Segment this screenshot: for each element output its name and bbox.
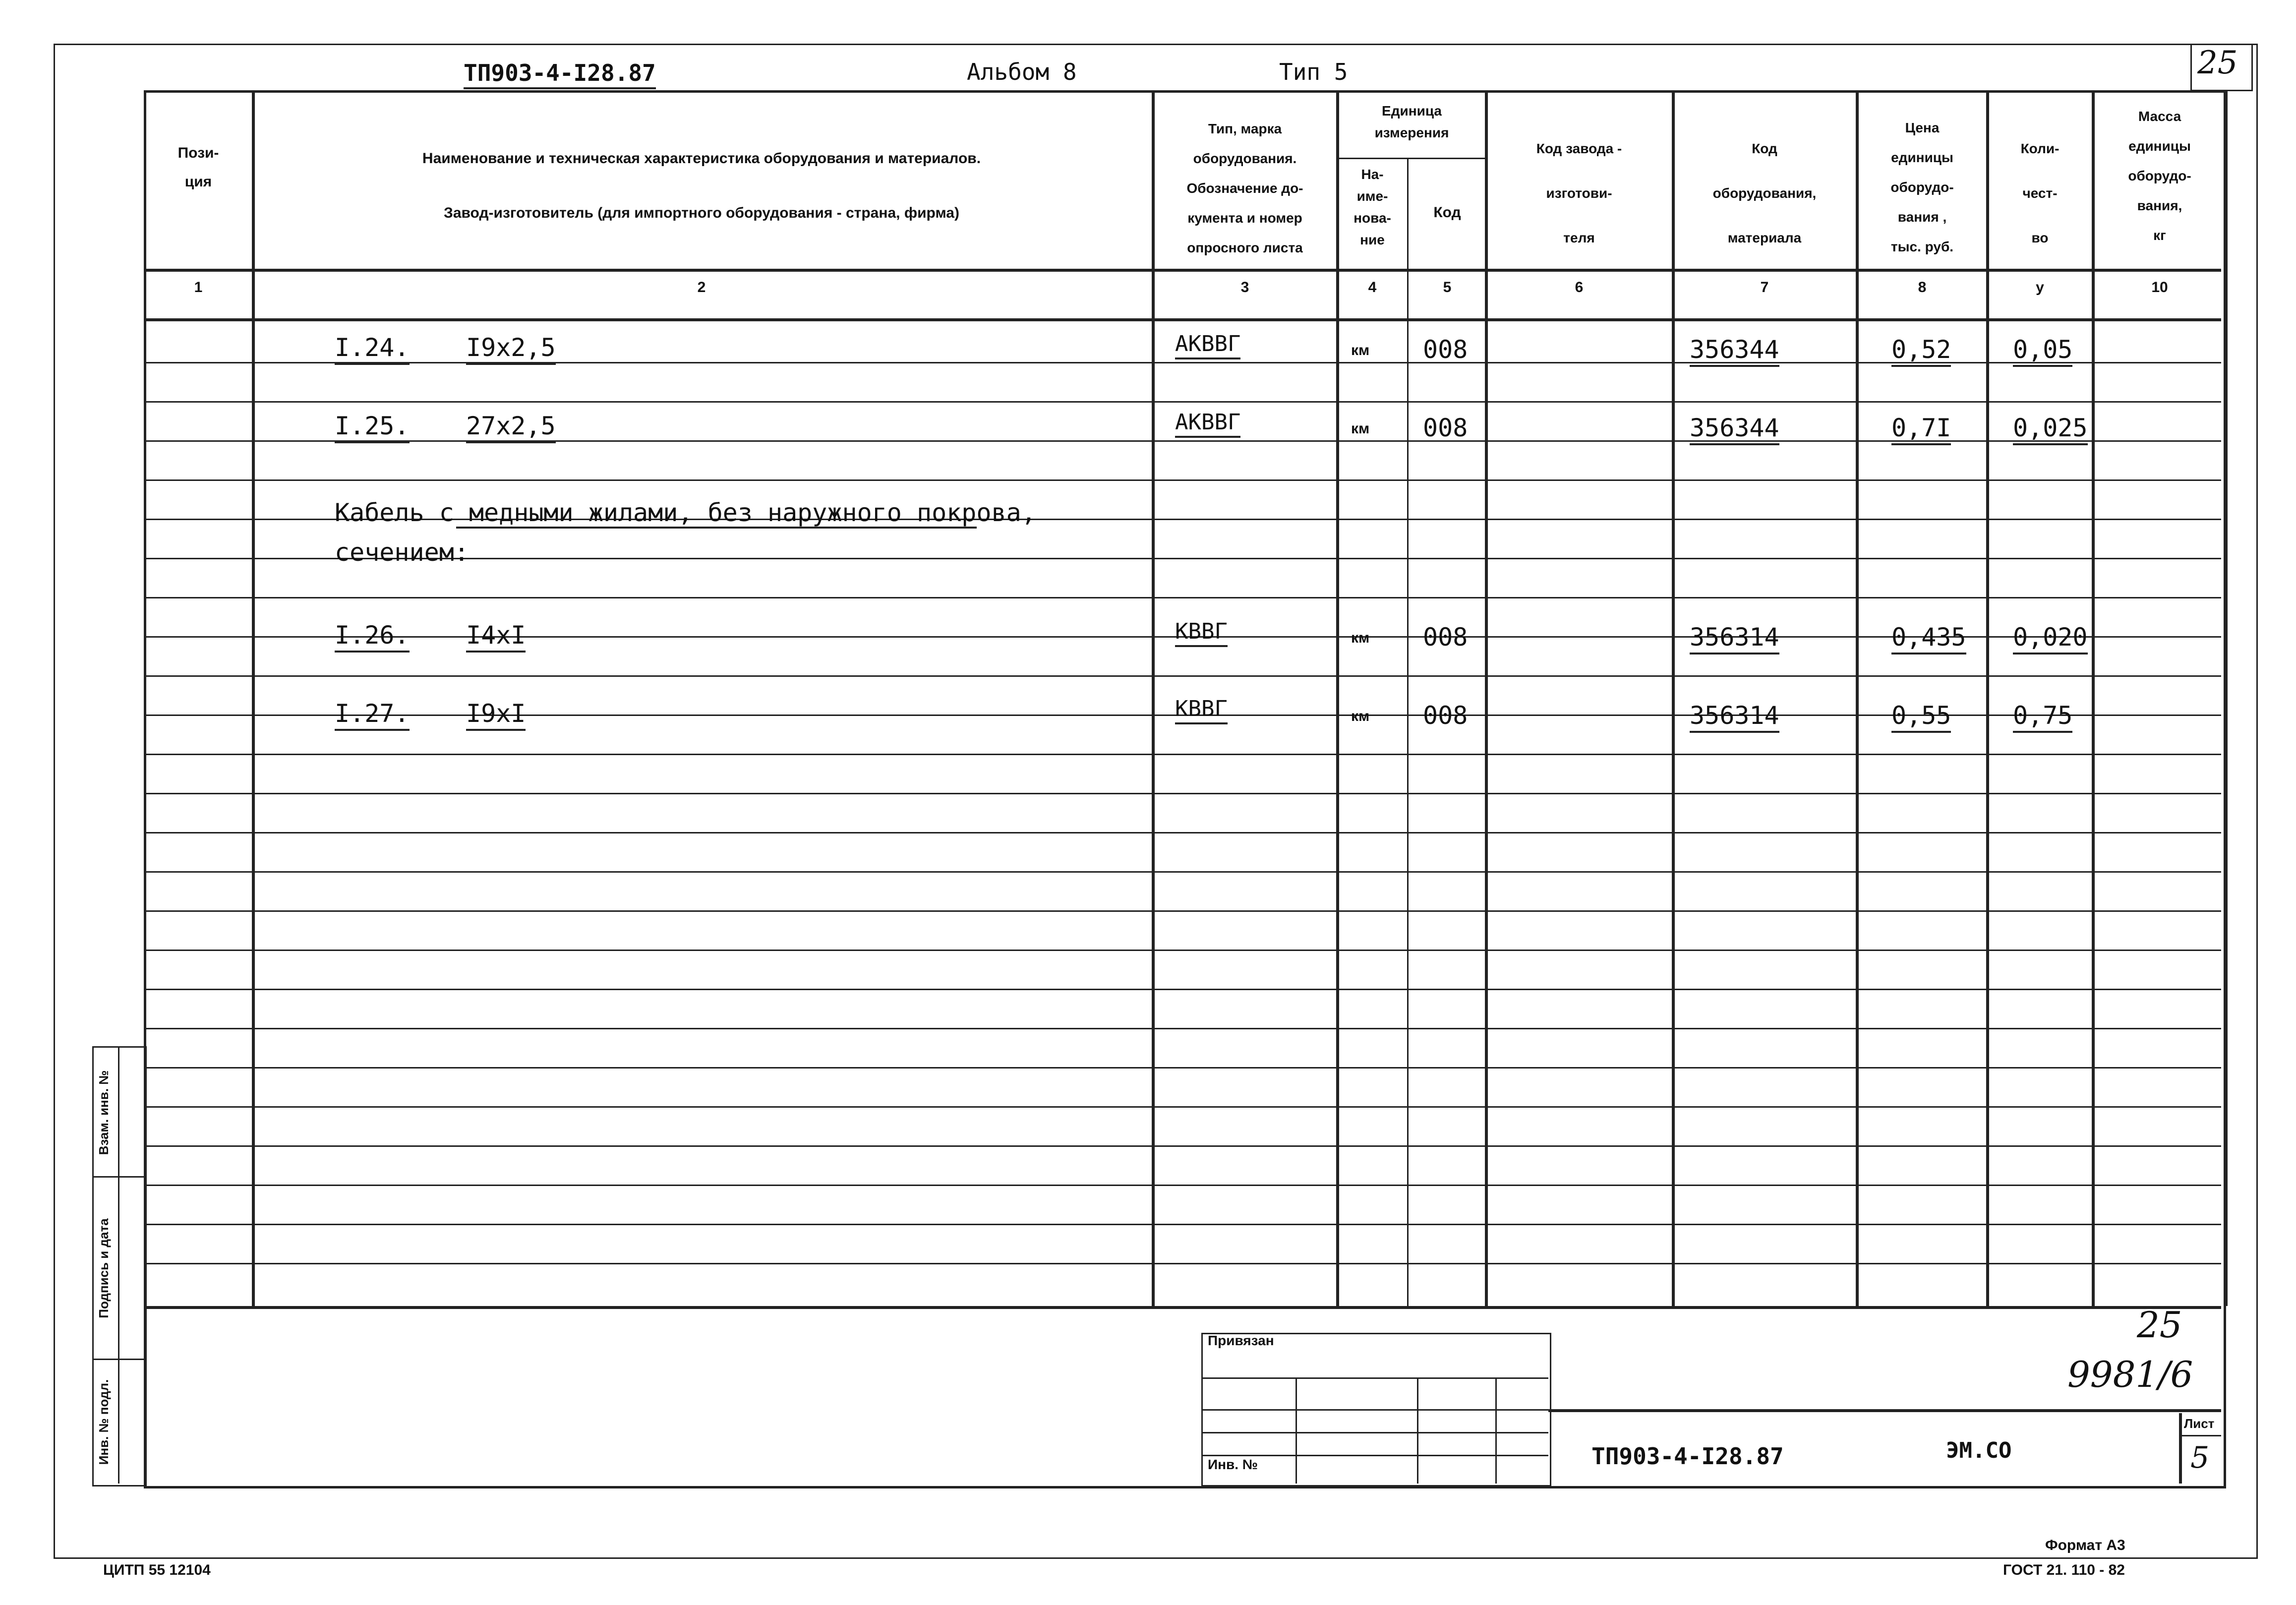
row-qty: 0,05 <box>2013 335 2072 367</box>
row-unit: км <box>1351 630 1370 646</box>
row-unit-code: 008 <box>1423 335 1468 364</box>
row-pos: I.26. <box>335 621 410 653</box>
linked-vline-2 <box>1417 1377 1418 1484</box>
col7-header-line: материала <box>1727 230 1802 245</box>
col3-header-line: оборудования. <box>1193 151 1297 166</box>
row-brand: АКВВГ <box>1175 331 1240 359</box>
table-rule <box>144 1145 2221 1147</box>
col5-header <box>1411 198 1484 227</box>
col-div-6 <box>1672 90 1675 1306</box>
row-brand: КВВГ <box>1175 696 1228 724</box>
table-rule <box>144 479 2221 481</box>
colnum-7: 7 <box>1760 279 1769 296</box>
col-div-2 <box>1152 90 1155 1306</box>
colnum-5: 5 <box>1443 279 1452 296</box>
col2-header <box>255 131 1148 240</box>
col8-header-line: единицы <box>1891 150 1953 165</box>
unit-group-line <box>1336 158 1485 159</box>
col6-header-line: Код завода - <box>1536 141 1622 156</box>
row-brand: КВВГ <box>1175 619 1228 647</box>
row-unit: км <box>1351 420 1370 437</box>
colnum-8: 8 <box>1918 279 1927 296</box>
col4-header-line: ние <box>1360 232 1385 247</box>
row-qty: 0,75 <box>2013 701 2072 733</box>
sheet-box-divider <box>2179 1413 2182 1484</box>
row-price: 0,7I <box>1891 414 1951 445</box>
table-rule <box>144 989 2221 990</box>
header-doc-code: ТП903-4-I28.87 <box>464 59 656 89</box>
row-equip-code: 356344 <box>1690 335 1779 367</box>
row-pos: I.25. <box>335 412 410 443</box>
table-rule <box>144 1106 2221 1108</box>
col4-header <box>1339 164 1406 251</box>
handwritten-9981: 9981/6 <box>2067 1354 2193 1395</box>
table-rule <box>144 950 2221 951</box>
title-sheet-code: ЭМ.СО <box>1946 1438 2012 1463</box>
row-size: 27x2,5 <box>466 412 556 443</box>
col8-header-line: тыс. руб. <box>1890 239 1954 254</box>
row-unit-code: 008 <box>1423 701 1468 730</box>
handwritten-25: 25 <box>2137 1304 2182 1346</box>
col8-header-line: оборудо- <box>1890 179 1954 195</box>
col-div-1 <box>252 90 255 1306</box>
row-price: 0,52 <box>1891 335 1951 367</box>
side-label-replace-inv: Взам. инв. № <box>96 1070 111 1155</box>
row-equip-code: 356344 <box>1690 414 1779 445</box>
table-rule <box>144 793 2221 794</box>
row-size: I4xI <box>466 621 526 653</box>
col3-header-line: опросного листа <box>1187 240 1303 255</box>
inner-frame <box>144 90 2226 1488</box>
row-price: 0,435 <box>1891 623 1966 654</box>
colnum-4: 4 <box>1368 279 1377 296</box>
table-rule <box>144 1067 2221 1069</box>
unit-group-header-line: Единица <box>1382 103 1442 119</box>
col6-header <box>1487 126 1671 260</box>
header-bottom-line <box>144 269 2221 272</box>
linked-vline-1 <box>1295 1377 1297 1484</box>
corner-page-number: 25 <box>2197 45 2238 81</box>
col9-header-line: чест- <box>2022 185 2058 201</box>
col4-header-line: На- <box>1361 167 1384 182</box>
colnum-9: у <box>2036 279 2044 296</box>
col5-header-line: Код <box>1433 204 1461 221</box>
linked-vline-3 <box>1495 1377 1497 1484</box>
colnum-6: 6 <box>1575 279 1584 296</box>
table-rule <box>144 1224 2221 1225</box>
col10-header-line: оборудо- <box>2128 168 2191 183</box>
unit-group-header <box>1339 100 1485 144</box>
col7-header-line: Код <box>1752 141 1777 156</box>
table-rule <box>144 1028 2221 1029</box>
col10-header-line: кг <box>2153 228 2166 243</box>
col3-header-line: Обозначение до- <box>1186 180 1303 196</box>
col4-header-line: нова- <box>1354 210 1391 226</box>
colnum-1: 1 <box>194 279 203 296</box>
col3-header <box>1155 114 1335 263</box>
col8-header-line: вания , <box>1897 209 1947 225</box>
col-div-7 <box>1856 90 1859 1306</box>
col3-header-line: кумента и номер <box>1187 210 1302 226</box>
section-title-underline <box>456 527 977 529</box>
col10-header-line: единицы <box>2128 138 2191 154</box>
col2-header-line: Наименование и техническая характеристика оборудования и материалов. <box>422 150 981 167</box>
colnum-2: 2 <box>697 279 706 296</box>
col9-header-line: во <box>2031 230 2049 245</box>
col-div-5 <box>1485 90 1488 1306</box>
row-size: I9xI <box>466 699 526 731</box>
col6-header-line: теля <box>1563 230 1595 245</box>
sheet-label: Лист <box>2184 1416 2215 1431</box>
row-unit: км <box>1351 342 1370 358</box>
col10-header-line: вания, <box>2137 198 2182 213</box>
col1-header <box>149 139 248 196</box>
title-main-top <box>1548 1409 2221 1412</box>
row-pos: I.27. <box>335 699 410 731</box>
section-title-line-2: сечением: <box>335 538 469 567</box>
row-equip-code: 356314 <box>1690 701 1779 733</box>
sheet-number: 5 <box>2190 1440 2210 1475</box>
col-div-9 <box>2092 90 2095 1306</box>
footer-format: Формат А3 <box>2045 1537 2125 1553</box>
header-album: Альбом 8 <box>967 59 1077 85</box>
table-rule <box>144 871 2221 873</box>
col9-header <box>1989 126 2091 260</box>
table-rule <box>144 1306 2221 1309</box>
row-qty: 0,020 <box>2013 623 2088 654</box>
footer-gost: ГОСТ 21. 110 - 82 <box>2003 1562 2125 1578</box>
row-equip-code: 356314 <box>1690 623 1779 654</box>
table-rule <box>144 597 2221 598</box>
col6-header-line: изготови- <box>1546 185 1612 201</box>
col-div-3 <box>1336 90 1339 1306</box>
table-rule <box>144 1185 2221 1186</box>
side-label-inv-original: Инв. № подл. <box>96 1379 111 1465</box>
inv-no-label: Инв. № <box>1208 1457 1258 1472</box>
unit-group-header-line: измерения <box>1374 125 1449 140</box>
row-pos: I.24. <box>335 333 410 365</box>
table-rule <box>144 754 2221 755</box>
col-div-10 <box>2226 90 2228 1306</box>
colnum-3: 3 <box>1240 279 1249 296</box>
table-rule <box>144 910 2221 912</box>
col9-header-line: Коли- <box>2020 141 2060 156</box>
col10-header <box>2095 102 2225 250</box>
linked-label: Привязан <box>1208 1333 1274 1348</box>
row-price: 0,55 <box>1891 701 1951 733</box>
col4-header-line: име- <box>1356 188 1388 204</box>
table-rule <box>144 675 2221 677</box>
col1-header-line: Пози- <box>177 145 219 161</box>
footer-left: ЦИТП 55 12104 <box>103 1562 211 1578</box>
col-div-4 <box>1407 158 1409 1306</box>
sheet-box-line <box>2179 1435 2221 1436</box>
col2-header-line: Завод-изготовитель (для импортного оборудования - страна, фирма) <box>444 205 959 221</box>
row-unit-code: 008 <box>1423 623 1468 652</box>
table-rule <box>144 401 2221 403</box>
row-unit: км <box>1351 708 1370 724</box>
section-title-line-1: Кабель с медными жилами, без наружного покрова, <box>335 498 1036 527</box>
colnum-10: 10 <box>2151 279 2168 296</box>
header-type: Тип 5 <box>1279 59 1348 85</box>
col8-header <box>1859 113 1985 262</box>
table-rule <box>144 832 2221 833</box>
row-qty: 0,025 <box>2013 414 2088 445</box>
table-rule <box>144 1263 2221 1264</box>
col7-header <box>1675 126 1854 260</box>
row-brand: АКВВГ <box>1175 410 1240 438</box>
col7-header-line: оборудования, <box>1712 185 1817 201</box>
col10-header-line: Масса <box>2138 109 2181 124</box>
row-size: I9x2,5 <box>466 333 556 365</box>
row-unit-code: 008 <box>1423 414 1468 442</box>
col3-header-line: Тип, марка <box>1208 121 1282 136</box>
side-strip-divider <box>118 1046 119 1484</box>
side-label-signature-date: Подпись и дата <box>96 1218 111 1318</box>
title-doc-code: ТП903-4-I28.87 <box>1591 1443 1784 1470</box>
col-div-8 <box>1986 90 1989 1306</box>
colnum-bottom-line <box>144 318 2221 321</box>
col8-header-line: Цена <box>1905 120 1940 135</box>
col1-header-line: ция <box>184 174 212 190</box>
